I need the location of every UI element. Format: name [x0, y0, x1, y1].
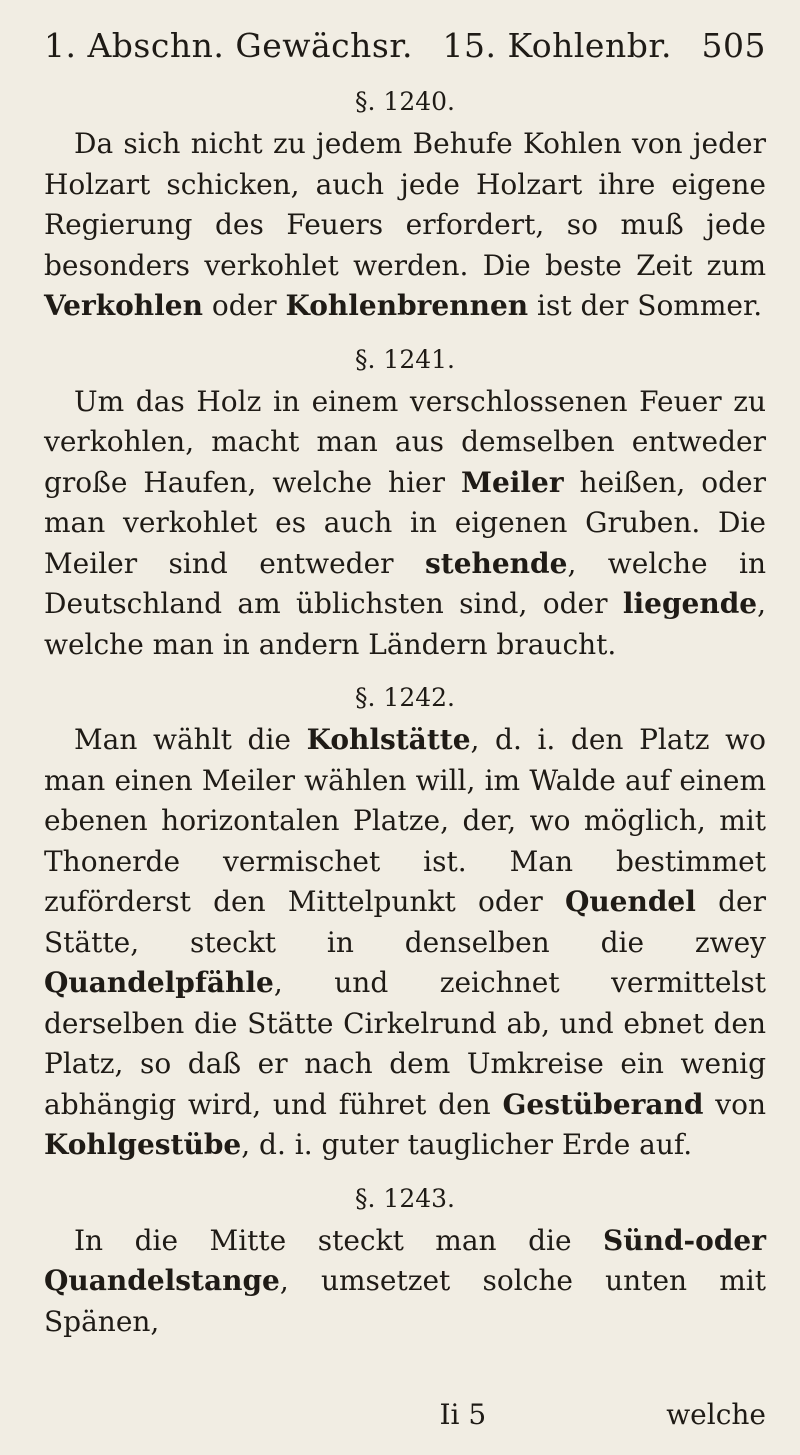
- section-paragraph: [44, 124, 766, 327]
- text-run: , d. i. guter tauglicher Erde auf.: [241, 1128, 693, 1161]
- text-run: von: [703, 1087, 767, 1121]
- text-run: , und zeichnet vermittelst derselben die Stätte Cirkelrund ab, und ebnet den Platz, so daß er nach dem Umkreise ein wenig abhängig wird, und führet den: [44, 966, 766, 1121]
- page-footer: [44, 1398, 766, 1431]
- text-body: [44, 87, 766, 1342]
- text-run: oder: [202, 289, 286, 322]
- section-number: §. 1243.: [355, 1183, 455, 1213]
- emphasized-term: Gestüberand: [502, 1087, 704, 1121]
- header-center: 15. Kohlenbr.: [442, 26, 672, 65]
- emphasized-term: liegende: [622, 587, 758, 620]
- emphasized-term: Verkohlen: [44, 289, 203, 322]
- catchword: welche: [666, 1398, 766, 1431]
- text-run: Man wählt die: [74, 723, 307, 756]
- section: [44, 87, 766, 327]
- section-number: §. 1242.: [355, 683, 455, 712]
- signature-mark: Ii 5: [439, 1398, 487, 1431]
- section-paragraph: [44, 720, 766, 1166]
- text-run: , umsetzet solche unten mit Spänen,: [44, 1264, 766, 1338]
- text-run: der Stätte, steckt in denselben die zwey: [44, 885, 766, 959]
- text-run: In die Mitte steckt man die: [74, 1223, 604, 1257]
- section-paragraph: [44, 382, 766, 666]
- text-run: ist der Sommer.: [528, 289, 763, 322]
- section: [44, 345, 766, 666]
- text-run: Da sich nicht zu jedem Behufe Kohlen von jeder Holzart schicken, auch jede Holzart ihre eigene Regierung des Feuers erfordert, so muß jede besonders verkohlet werden. Die beste Zeit zum: [44, 127, 766, 282]
- text-run: , d. i. den Platz wo man einen Meiler wählen will, im Walde auf einem ebenen horizontalen Platze, der, wo möglich, mit Thonerde vermischet ist. Man bestimmet zuförderst den Mittelpunkt oder: [44, 723, 766, 918]
- header-left: 1. Abschn. Gewächsr.: [44, 26, 413, 65]
- section-paragraph: [44, 1221, 766, 1343]
- section: [44, 1184, 766, 1343]
- emphasized-term: Kohlgestübe: [44, 1128, 242, 1161]
- section-number: §. 1240.: [355, 87, 455, 116]
- emphasized-term: Kohlenbrennen: [285, 289, 529, 322]
- text-run: heißen, oder man verkohlet es auch in eigenen Gruben. Die Meiler sind entweder: [44, 465, 766, 580]
- emphasized-term: Quendel: [564, 885, 696, 918]
- section: [44, 683, 766, 1166]
- running-header: [44, 26, 766, 65]
- text-run: , welche man in andern Ländern braucht.: [44, 587, 766, 661]
- text-run: Um das Holz in einem verschlossenen Feuer zu verkohlen, macht man aus demselben entweder große Haufen, welche hier: [44, 384, 766, 499]
- page-number: 505: [701, 26, 766, 65]
- emphasized-term: Meiler: [460, 465, 564, 499]
- emphasized-term: Kohlstätte: [306, 723, 471, 756]
- emphasized-term: stehende: [425, 546, 568, 580]
- text-run: , welche in Deutschland am üblichsten sind, oder: [44, 546, 766, 620]
- emphasized-term: Sünd-oder Quandelstange: [44, 1223, 766, 1297]
- section-number: §. 1241.: [355, 344, 455, 374]
- emphasized-term: Quandelpfähle: [44, 966, 274, 999]
